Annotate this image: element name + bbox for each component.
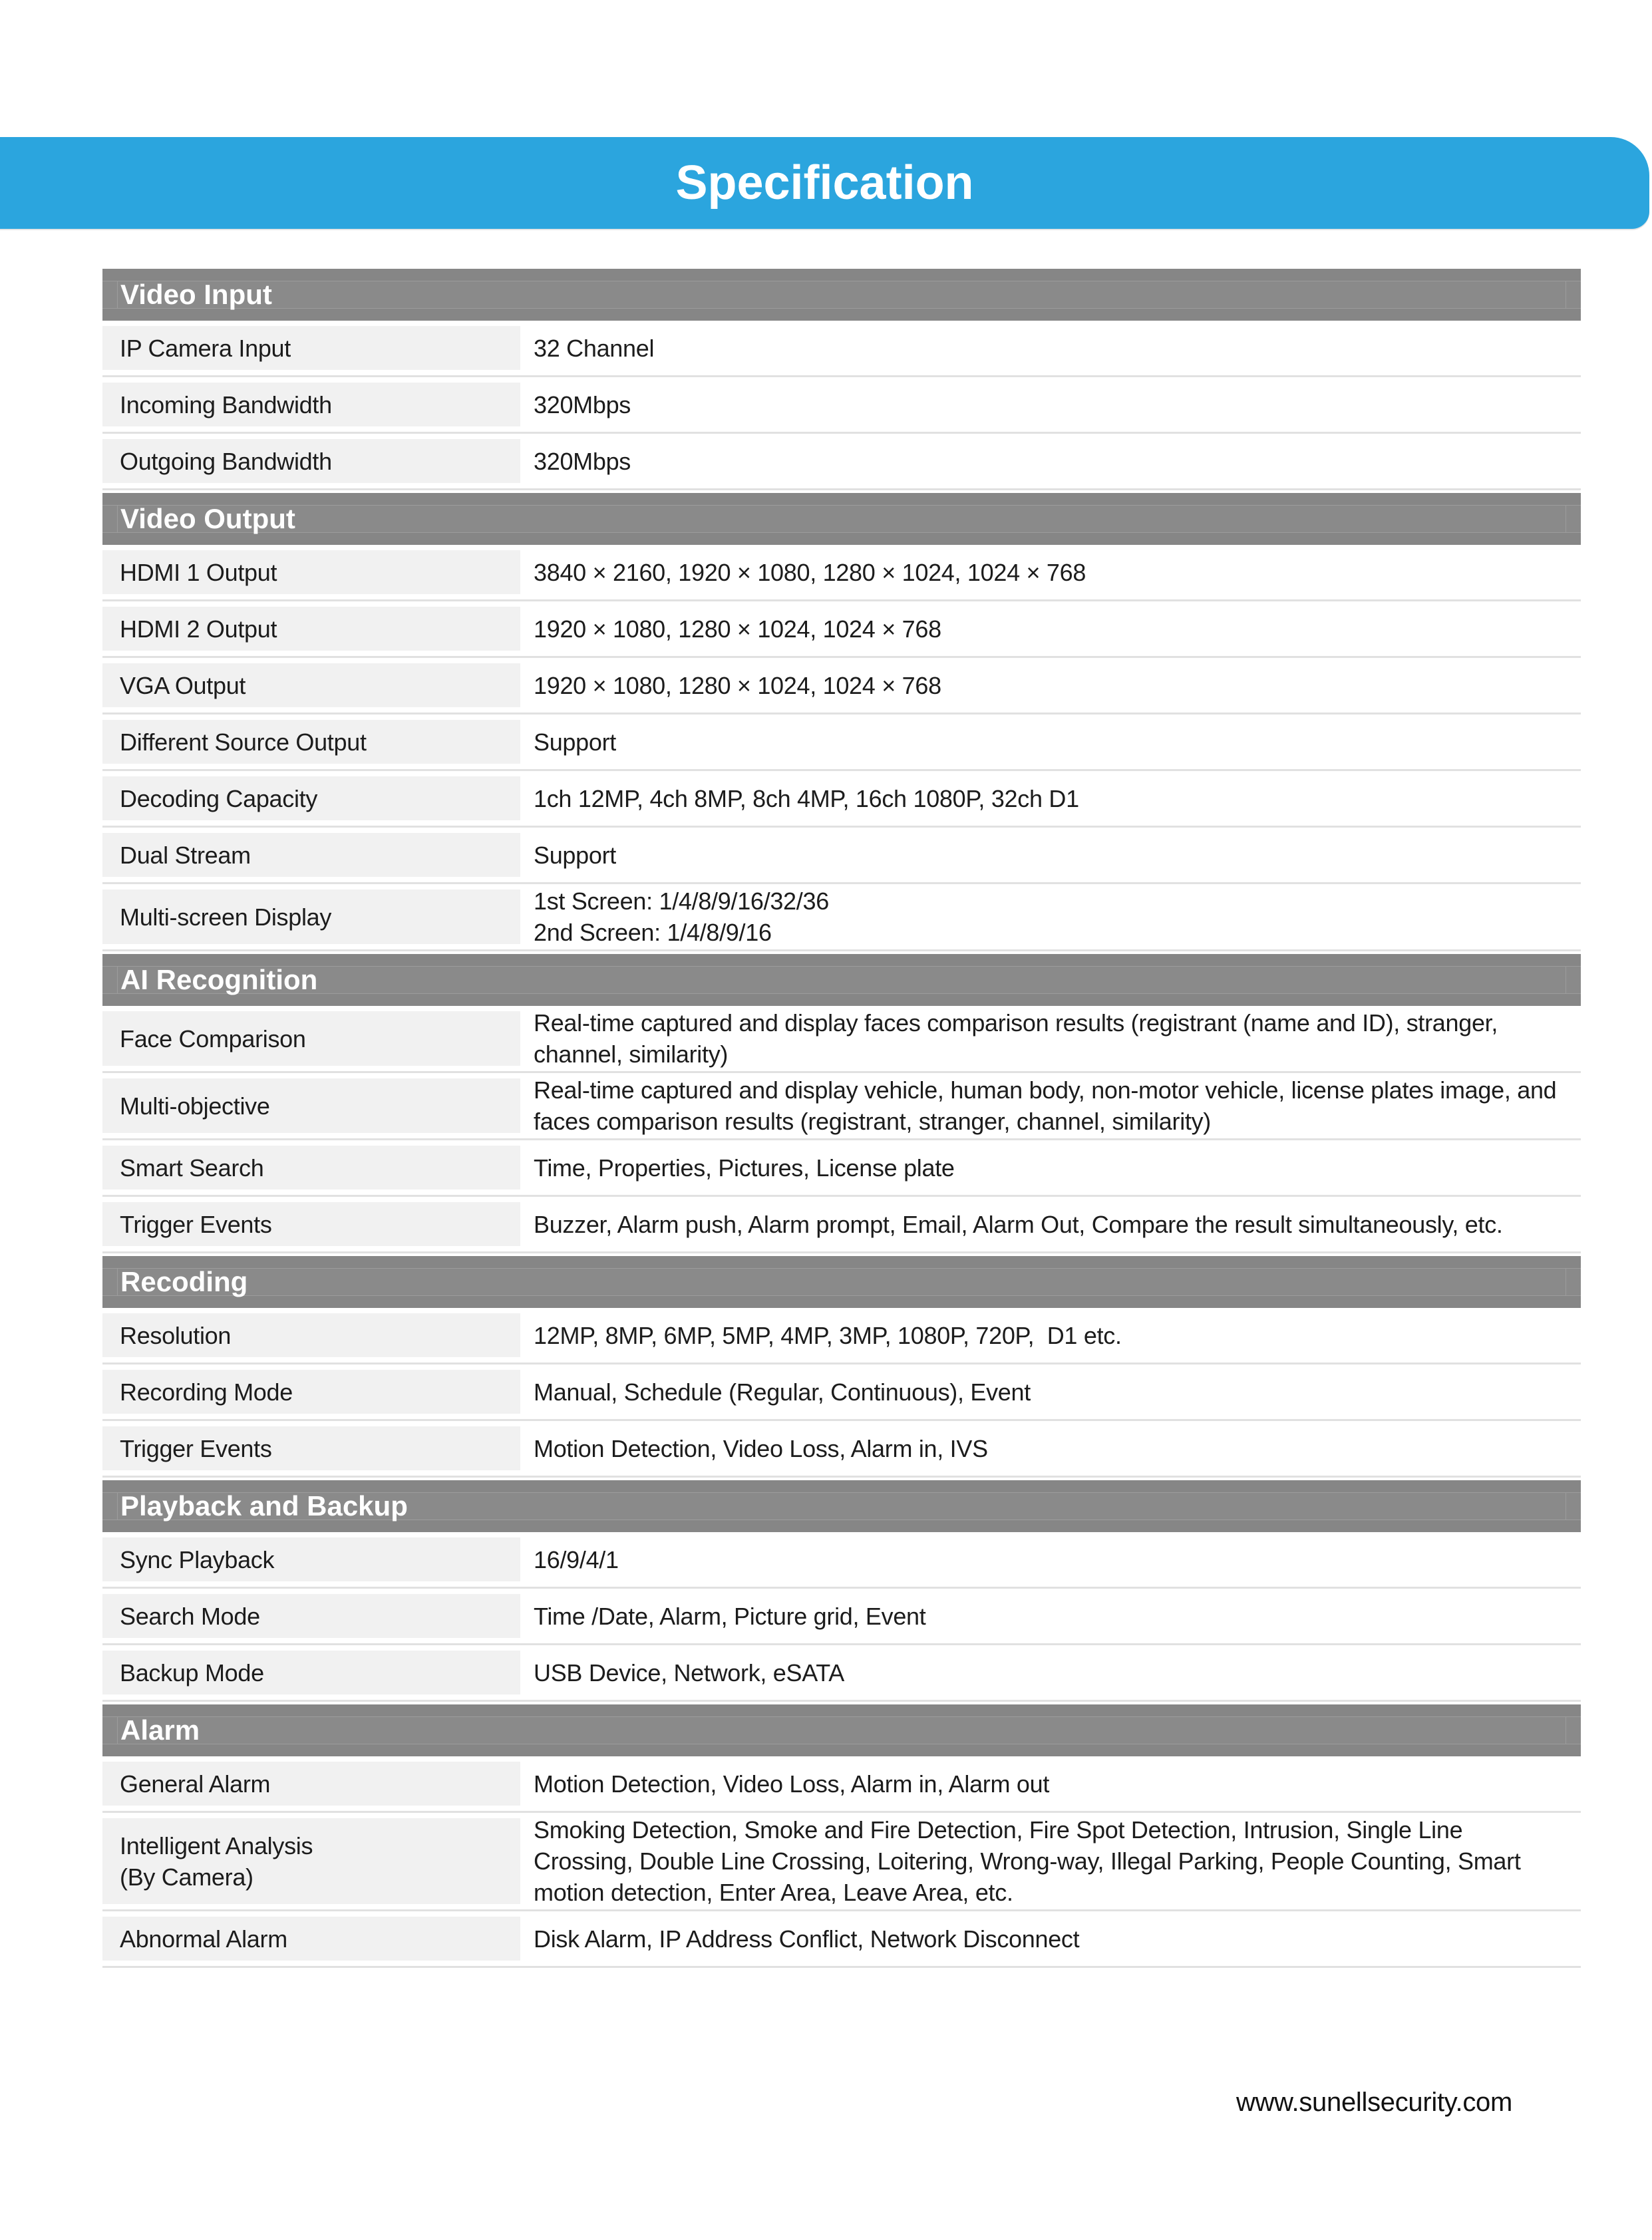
row-value: 12MP, 8MP, 6MP, 5MP, 4MP, 3MP, 1080P, 720P, D1 etc. [520, 1308, 1581, 1362]
table-row [102, 1589, 1581, 1645]
row-label: Trigger Events [102, 1197, 520, 1251]
table-row [102, 377, 1581, 434]
table-row [102, 601, 1581, 658]
table-row [102, 715, 1581, 771]
row-value: 3840 × 2160, 1920 × 1080, 1280 × 1024, 1024 × 768 [520, 545, 1581, 599]
row-label: Outgoing Bandwidth [102, 434, 520, 488]
row-value: Motion Detection, Video Loss, Alarm in, IVS [520, 1421, 1581, 1476]
specification-table [102, 266, 1581, 1968]
row-value: Buzzer, Alarm push, Alarm prompt, Email, Alarm Out, Compare the result simultaneously, etc. [520, 1197, 1581, 1251]
footer-website-text: www.sunellsecurity.com [1236, 2088, 1512, 2117]
page-title: Specification [675, 156, 974, 210]
section-header-2 [102, 954, 1581, 1006]
row-value: Smoking Detection, Smoke and Fire Detection, Fire Spot Detection, Intrusion, Single Line Crossing, Double Line Crossing, Loitering, Wrong-way, Illegal Parking, People Counting, Smart motion detection, Enter Area, Leave Area, etc. [520, 1813, 1581, 1909]
row-label: Recording Mode [102, 1364, 520, 1419]
section-header-5 [102, 1704, 1581, 1756]
row-label: Backup Mode [102, 1645, 520, 1700]
row-label: Sync Playback [102, 1532, 520, 1587]
row-label: Search Mode [102, 1589, 520, 1643]
table-row [102, 771, 1581, 828]
row-label: Multi-objective [102, 1073, 520, 1138]
section-title: Video Input [120, 279, 272, 310]
table-row [102, 1756, 1581, 1813]
row-value: Support [520, 828, 1581, 882]
table-row [102, 1073, 1581, 1140]
table-row [102, 321, 1581, 377]
table-row [102, 1308, 1581, 1364]
row-value: 1ch 12MP, 4ch 8MP, 8ch 4MP, 16ch 1080P, 32ch D1 [520, 771, 1581, 826]
row-value: 320Mbps [520, 434, 1581, 488]
row-label: Dual Stream [102, 828, 520, 882]
table-row [102, 1421, 1581, 1478]
table-row [102, 1532, 1581, 1589]
row-label: Face Comparison [102, 1006, 520, 1071]
row-label: Different Source Output [102, 715, 520, 769]
row-value: 16/9/4/1 [520, 1532, 1581, 1587]
row-label: General Alarm [102, 1756, 520, 1811]
row-label: Intelligent Analysis (By Camera) [102, 1813, 520, 1909]
table-row [102, 1006, 1581, 1073]
row-label: Trigger Events [102, 1421, 520, 1476]
section-header-1 [102, 493, 1581, 545]
row-label: Smart Search [102, 1140, 520, 1195]
row-label: IP Camera Input [102, 321, 520, 375]
table-row [102, 1140, 1581, 1197]
table-row [102, 434, 1581, 490]
table-row [102, 1645, 1581, 1702]
row-value: Motion Detection, Video Loss, Alarm in, Alarm out [520, 1756, 1581, 1811]
row-value: Real-time captured and display faces comparison results (registrant (name and ID), stranger, channel, similarity) [520, 1006, 1581, 1071]
table-row [102, 828, 1581, 884]
row-label: Multi-screen Display [102, 884, 520, 949]
row-value: USB Device, Network, eSATA [520, 1645, 1581, 1700]
title-banner [0, 137, 1649, 229]
row-label: HDMI 2 Output [102, 601, 520, 656]
table-row [102, 1813, 1581, 1911]
section-title: Alarm [120, 1714, 200, 1746]
table-row [102, 658, 1581, 715]
row-value: Support [520, 715, 1581, 769]
row-value: Time /Date, Alarm, Picture grid, Event [520, 1589, 1581, 1643]
table-row [102, 1911, 1581, 1968]
section-title: Playback and Backup [120, 1490, 408, 1521]
table-row [102, 1197, 1581, 1253]
section-header-4 [102, 1480, 1581, 1532]
table-row [102, 1364, 1581, 1421]
row-value: 320Mbps [520, 377, 1581, 432]
row-label: VGA Output [102, 658, 520, 713]
row-label: HDMI 1 Output [102, 545, 520, 599]
row-value: Time, Properties, Pictures, License plate [520, 1140, 1581, 1195]
row-label: Decoding Capacity [102, 771, 520, 826]
section-title: AI Recognition [120, 964, 318, 995]
section-header-3 [102, 1256, 1581, 1308]
row-value: 1st Screen: 1/4/8/9/16/32/36 2nd Screen: 1/4/8/9/16 [520, 884, 1581, 949]
row-label: Abnormal Alarm [102, 1911, 520, 1966]
row-label: Incoming Bandwidth [102, 377, 520, 432]
table-row [102, 884, 1581, 951]
row-value: 1920 × 1080, 1280 × 1024, 1024 × 768 [520, 658, 1581, 713]
row-label: Resolution [102, 1308, 520, 1362]
row-value: 1920 × 1080, 1280 × 1024, 1024 × 768 [520, 601, 1581, 656]
table-row [102, 545, 1581, 601]
row-value: Manual, Schedule (Regular, Continuous), Event [520, 1364, 1581, 1419]
section-title: Recoding [120, 1266, 248, 1297]
row-value: Real-time captured and display vehicle, human body, non-motor vehicle, license plates image, and faces comparison results (registrant, stranger, channel, similarity) [520, 1073, 1581, 1138]
section-header-0 [102, 269, 1581, 321]
row-value: 32 Channel [520, 321, 1581, 375]
section-title: Video Output [120, 503, 295, 534]
row-value: Disk Alarm, IP Address Conflict, Network Disconnect [520, 1911, 1581, 1966]
